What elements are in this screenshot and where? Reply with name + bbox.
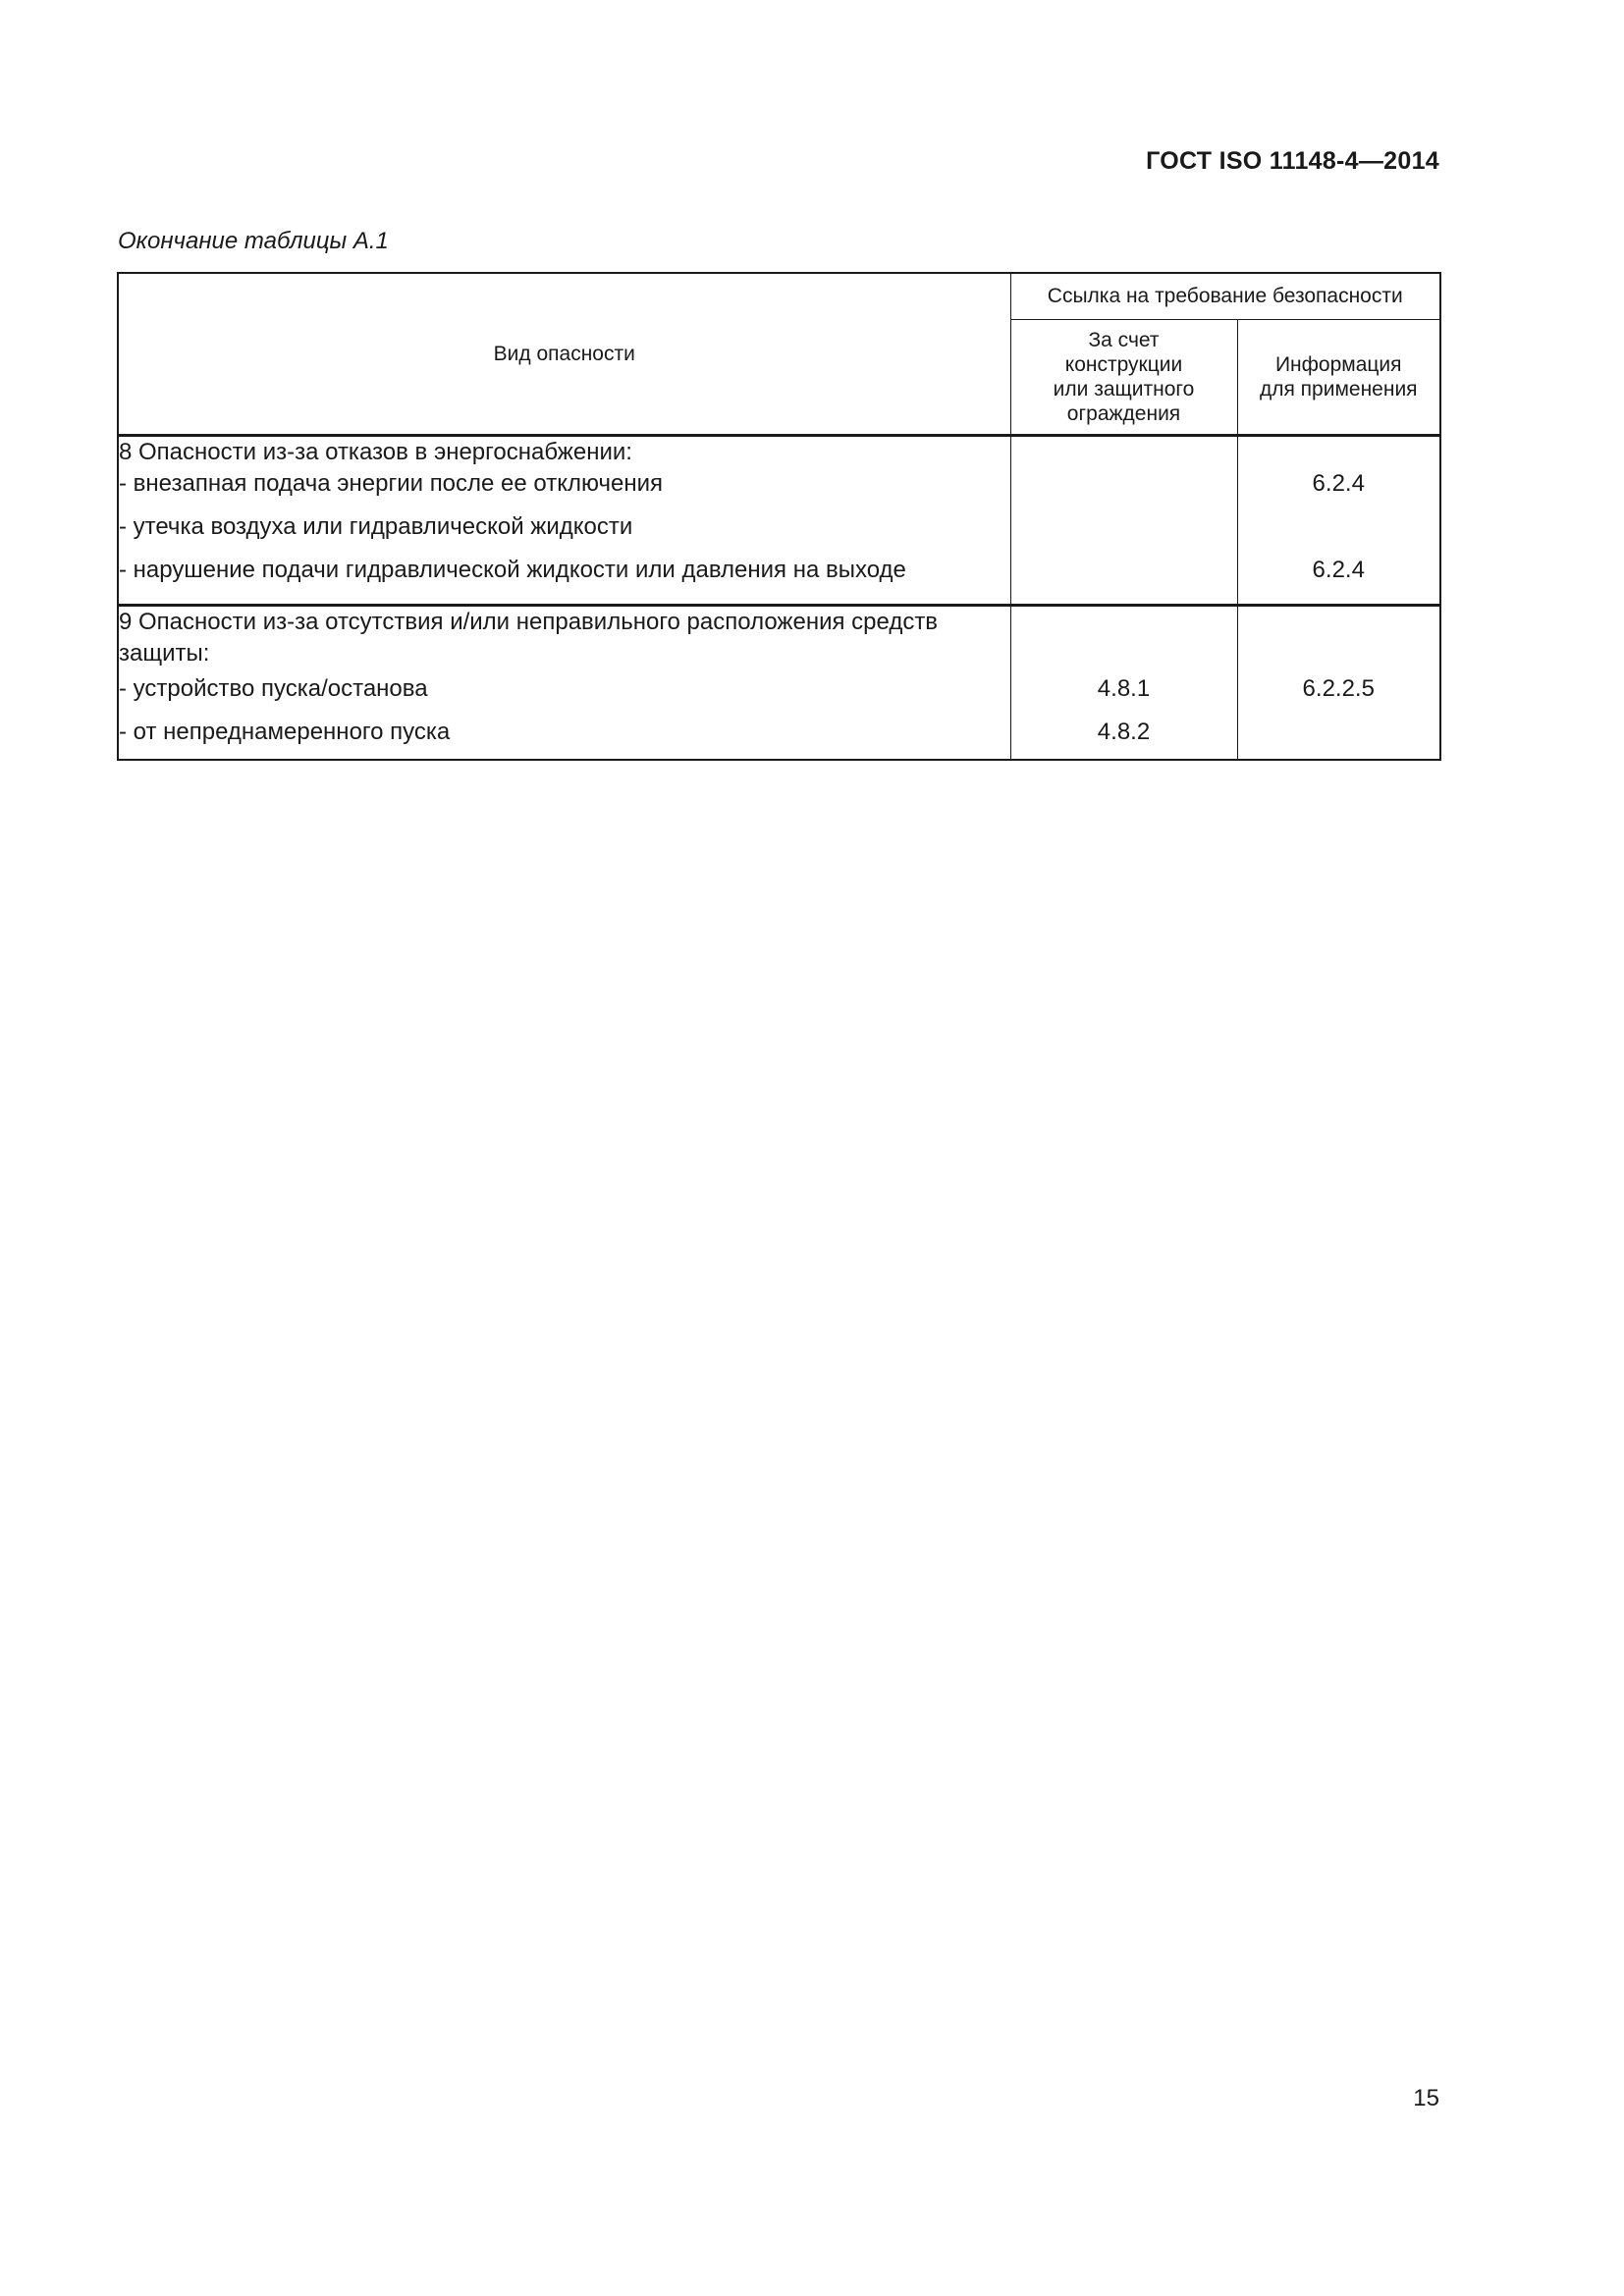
- info-reference: [1237, 717, 1440, 760]
- hazard-item: - от непреднамеренного пуска: [118, 717, 1010, 760]
- column-header-hazard: Вид опасности: [118, 273, 1010, 435]
- design-reference: 4.8.1: [1010, 673, 1237, 717]
- hazard-item: - внезапная подача энергии после ее отключения: [118, 468, 1010, 511]
- info-reference: [1237, 511, 1440, 555]
- hazard-item: - нарушение подачи гидравлической жидкости или давления на выходе: [118, 555, 1010, 606]
- design-reference: [1010, 468, 1237, 511]
- table-row: [118, 511, 1440, 555]
- group-title: 8 Опасности из-за отказов в энергоснабжении:: [118, 435, 1010, 468]
- column-header-info: Информация для применения: [1237, 319, 1440, 435]
- table-row: [118, 435, 1440, 468]
- table-row: [118, 468, 1440, 511]
- table-row: [118, 717, 1440, 760]
- design-reference: 4.8.2: [1010, 717, 1237, 760]
- document-header: ГОСТ ISO 11148-4—2014: [1146, 147, 1439, 175]
- design-reference: [1010, 511, 1237, 555]
- table-row: [118, 555, 1440, 606]
- page-number: 15: [1413, 2085, 1439, 2111]
- table-caption: Окончание таблицы А.1: [118, 228, 389, 254]
- table-row: [118, 605, 1440, 673]
- group-title: 9 Опасности из-за отсутствия и/или неправильного расположения средств защиты:: [118, 605, 1010, 673]
- info-reference: 6.2.4: [1237, 468, 1440, 511]
- design-reference: [1010, 555, 1237, 606]
- table-row: [118, 673, 1440, 717]
- info-reference: 6.2.2.5: [1237, 673, 1440, 717]
- hazard-item: - устройство пуска/останова: [118, 673, 1010, 717]
- hazards-table: [117, 272, 1441, 761]
- hazard-item: - утечка воздуха или гидравлической жидкости: [118, 511, 1010, 555]
- column-header-design: За счет конструкции или защитного ограждения: [1010, 319, 1237, 435]
- info-reference: 6.2.4: [1237, 555, 1440, 606]
- column-header-reference: Ссылка на требование безопасности: [1010, 273, 1440, 319]
